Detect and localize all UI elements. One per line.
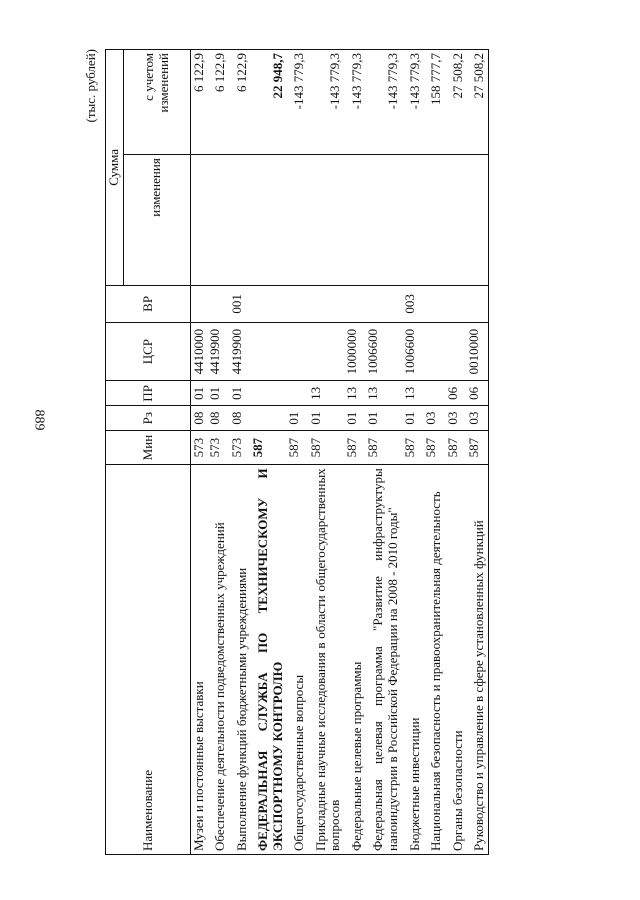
row-total: 27 508,2: [466, 50, 488, 155]
header-vr: ВР: [106, 285, 191, 322]
row-pr: [250, 381, 286, 406]
row-pr: [423, 381, 445, 406]
row-name: ФЕДЕРАЛЬНАЯ СЛУЖБА ПО ТЕХНИЧЕСКОМУ И ЭКСПОРТНОМУ КОНТРОЛЮ: [250, 465, 286, 855]
row-total: -143 779,3: [286, 50, 308, 155]
row-vr: [308, 285, 344, 322]
row-change: [190, 155, 207, 286]
row-csr: 4410000: [190, 322, 207, 380]
header-sum: Сумма: [106, 50, 124, 286]
row-vr: 003: [402, 285, 424, 322]
table-row: [286, 50, 308, 855]
row-total: 22 948,7: [250, 50, 286, 155]
row-csr: 1006600: [365, 322, 401, 380]
row-min: 587: [423, 430, 445, 464]
row-csr: 4419900: [207, 322, 229, 380]
row-min: 573: [190, 430, 207, 464]
row-min: 587: [365, 430, 401, 464]
row-min: 587: [308, 430, 344, 464]
row-change: [286, 155, 308, 286]
row-pr: [286, 381, 308, 406]
row-name: Бюджетные инвестиции: [402, 465, 424, 855]
row-total: 158 777,7: [423, 50, 445, 155]
row-name: Музеи и постоянные выставки: [190, 465, 207, 855]
row-change: [423, 155, 445, 286]
row-rz: 03: [466, 406, 488, 430]
row-vr: [423, 285, 445, 322]
row-csr: 1006600: [402, 322, 424, 380]
table-row: [229, 50, 251, 855]
table-row: [344, 50, 366, 855]
row-name: Прикладные научные исследования в области общегосударственных вопросов: [308, 465, 344, 855]
row-csr: [286, 322, 308, 380]
table-row: [207, 50, 229, 855]
row-min: 573: [229, 430, 251, 464]
row-min: 587: [250, 430, 286, 464]
header-name: Наименование: [106, 465, 191, 855]
row-change: [207, 155, 229, 286]
row-pr: 13: [365, 381, 401, 406]
row-name: Национальная безопасность и правоохранительная деятельность: [423, 465, 445, 855]
row-csr: [445, 322, 467, 380]
row-vr: [445, 285, 467, 322]
table-row: [365, 50, 401, 855]
row-rz: 03: [445, 406, 467, 430]
table-row: [308, 50, 344, 855]
budget-table: [105, 49, 489, 855]
row-min: 587: [466, 430, 488, 464]
row-pr: 13: [402, 381, 424, 406]
rotated-page: [85, 45, 565, 855]
row-min: 587: [344, 430, 366, 464]
row-change: [445, 155, 467, 286]
row-vr: [207, 285, 229, 322]
header-csr: ЦСР: [106, 322, 191, 380]
units-label: (тыс. рублей): [83, 49, 98, 123]
table-row: [445, 50, 467, 855]
row-min: 587: [402, 430, 424, 464]
header-change: изменения: [123, 155, 190, 286]
row-csr: [250, 322, 286, 380]
row-vr: [250, 285, 286, 322]
table-body: [190, 50, 488, 855]
row-change: [250, 155, 286, 286]
row-rz: [250, 406, 286, 430]
row-name: Органы безопасности: [445, 465, 467, 855]
row-pr: 01: [190, 381, 207, 406]
row-total: 6 122,9: [229, 50, 251, 155]
row-csr: [423, 322, 445, 380]
row-pr: 01: [229, 381, 251, 406]
row-change: [344, 155, 366, 286]
row-pr: 13: [344, 381, 366, 406]
row-change: [466, 155, 488, 286]
row-total: -143 779,3: [308, 50, 344, 155]
header-min: Мин: [106, 430, 191, 464]
row-vr: [286, 285, 308, 322]
row-rz: 08: [207, 406, 229, 430]
row-vr: [466, 285, 488, 322]
row-pr: 06: [466, 381, 488, 406]
row-name: Общегосударственные вопросы: [286, 465, 308, 855]
row-rz: 01: [286, 406, 308, 430]
row-total: 27 508,2: [445, 50, 467, 155]
row-name: Руководство и управление в сфере установленных функций: [466, 465, 488, 855]
row-total: 6 122,9: [190, 50, 207, 155]
row-csr: 4419900: [229, 322, 251, 380]
table-row: [402, 50, 424, 855]
row-rz: 01: [308, 406, 344, 430]
row-csr: 0010000: [466, 322, 488, 380]
row-rz: 01: [365, 406, 401, 430]
row-vr: [344, 285, 366, 322]
table-row: [190, 50, 207, 855]
header-rz: Рз: [106, 406, 191, 430]
row-rz: 08: [190, 406, 207, 430]
table-row: [423, 50, 445, 855]
row-vr: [365, 285, 401, 322]
row-vr: [190, 285, 207, 322]
row-name: Выполнение функций бюджетными учреждениями: [229, 465, 251, 855]
row-pr: 13: [308, 381, 344, 406]
table-row: [250, 50, 286, 855]
row-pr: 01: [207, 381, 229, 406]
row-total: -143 779,3: [344, 50, 366, 155]
row-csr: 1000000: [344, 322, 366, 380]
row-csr: [308, 322, 344, 380]
row-total: 6 122,9: [207, 50, 229, 155]
header-with-change: с учетом изменений: [123, 50, 190, 155]
page-number: 889: [31, 409, 47, 431]
row-change: [308, 155, 344, 286]
row-change: [402, 155, 424, 286]
row-name: Федеральные целевые программы: [344, 465, 366, 855]
header-pr: ПР: [106, 381, 191, 406]
row-total: -143 779,3: [402, 50, 424, 155]
row-min: 587: [286, 430, 308, 464]
row-rz: 01: [344, 406, 366, 430]
row-rz: 01: [402, 406, 424, 430]
row-name: Обеспечение деятельности подведомственных учреждений: [207, 465, 229, 855]
row-min: 587: [445, 430, 467, 464]
table-row: [466, 50, 488, 855]
row-vr: 001: [229, 285, 251, 322]
row-rz: 03: [423, 406, 445, 430]
row-change: [365, 155, 401, 286]
row-change: [229, 155, 251, 286]
row-total: -143 779,3: [365, 50, 401, 155]
row-pr: 06: [445, 381, 467, 406]
row-min: 573: [207, 430, 229, 464]
row-name: Федеральная целевая программа "Развитие инфраструктуры наноиндустрии в Российской Федерации на 2008 - 2010 годы": [365, 465, 401, 855]
row-rz: 08: [229, 406, 251, 430]
